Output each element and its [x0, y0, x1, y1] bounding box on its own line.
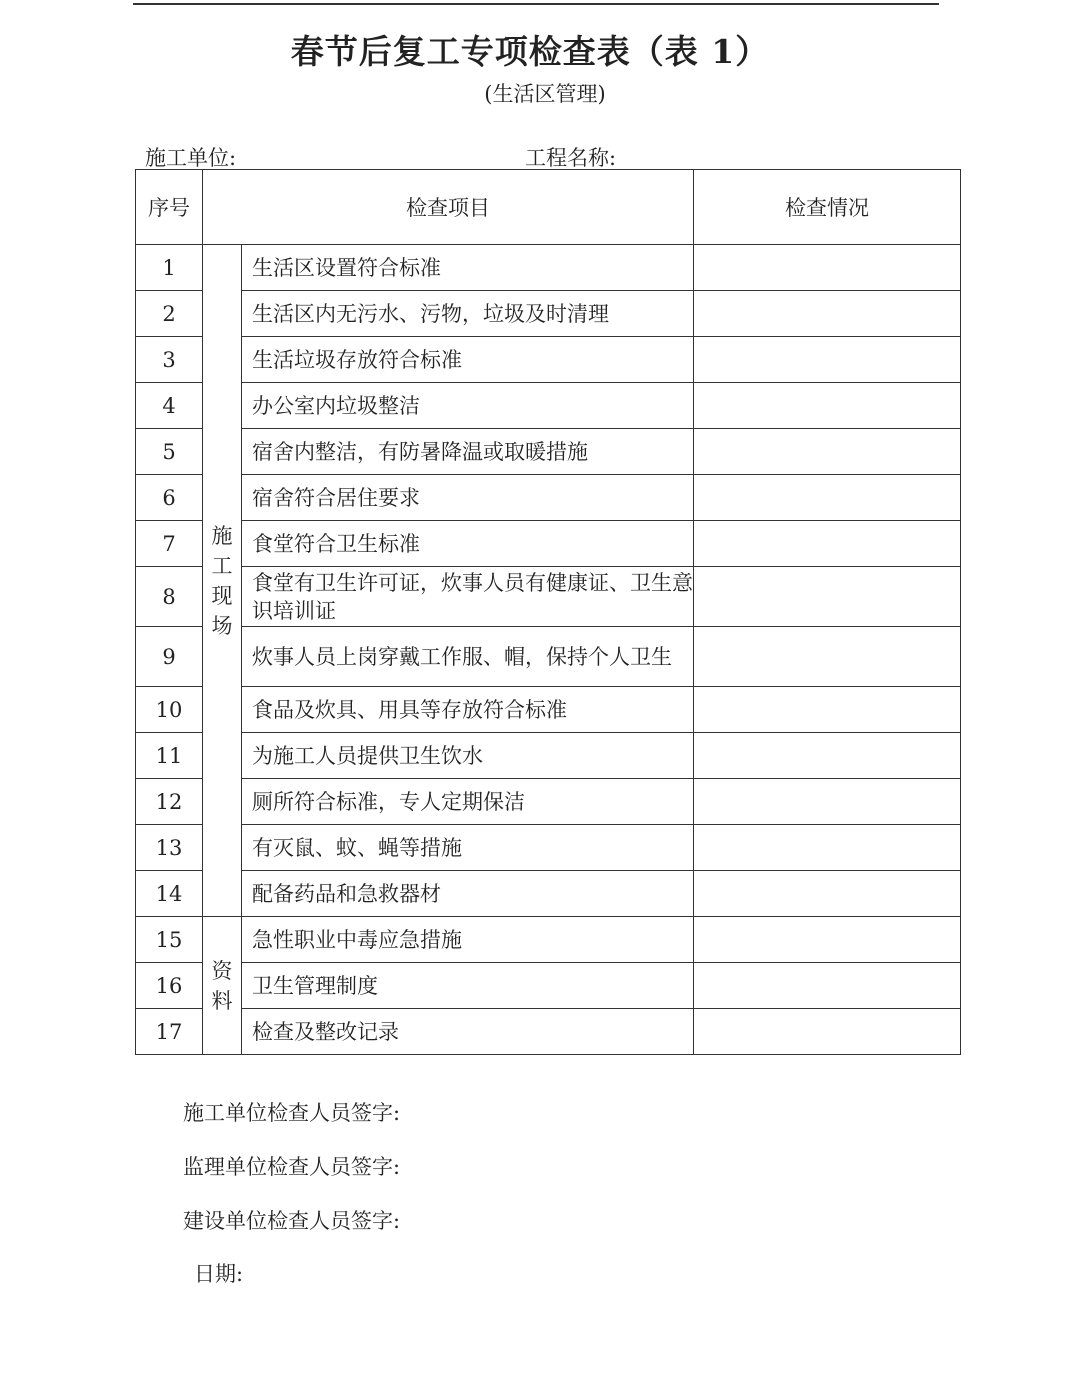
category-label: 施工现场 — [211, 523, 233, 638]
page-title: 春节后复工专项检查表（表 1） — [290, 32, 770, 71]
row-result-cell[interactable] — [694, 429, 961, 475]
row-item: 宿舍符合居住要求 — [242, 475, 694, 521]
row-item: 炊事人员上岗穿戴工作服、帽，保持个人卫生 — [242, 627, 694, 687]
row-result-cell[interactable] — [694, 567, 961, 627]
row-item: 有灭鼠、蚊、蝇等措施 — [242, 825, 694, 871]
row-number: 14 — [136, 871, 203, 917]
row-item: 急性职业中毒应急措施 — [242, 917, 694, 963]
page-subtitle: (生活区管理) — [484, 82, 606, 106]
row-result-cell[interactable] — [694, 245, 961, 291]
row-number: 2 — [136, 291, 203, 337]
table-row — [136, 567, 961, 627]
owner-signature-label: 建设单位检查人员签字: — [183, 1209, 401, 1233]
row-item: 检查及整改记录 — [242, 1009, 694, 1055]
row-result-cell[interactable] — [694, 383, 961, 429]
row-number: 7 — [136, 521, 203, 567]
category-site — [203, 245, 242, 917]
project-name-label: 工程名称: — [525, 146, 617, 170]
row-result-cell[interactable] — [694, 733, 961, 779]
row-result-cell[interactable] — [694, 917, 961, 963]
row-item: 办公室内垃圾整洁 — [242, 383, 694, 429]
row-number: 15 — [136, 917, 203, 963]
table-row — [136, 521, 961, 567]
row-number: 8 — [136, 567, 203, 627]
row-item: 生活区内无污水、污物，垃圾及时清理 — [242, 291, 694, 337]
row-result-cell[interactable] — [694, 825, 961, 871]
row-number: 16 — [136, 963, 203, 1009]
table-row — [136, 337, 961, 383]
header-result: 检查情况 — [694, 170, 961, 245]
row-item: 食品及炊具、用具等存放符合标准 — [242, 687, 694, 733]
row-item: 为施工人员提供卫生饮水 — [242, 733, 694, 779]
row-result-cell[interactable] — [694, 337, 961, 383]
row-item: 卫生管理制度 — [242, 963, 694, 1009]
inspection-table — [135, 169, 961, 1055]
table-row — [136, 245, 961, 291]
category-docs — [203, 917, 242, 1055]
row-number: 9 — [136, 627, 203, 687]
table-row — [136, 429, 961, 475]
supervision-signature-label: 监理单位检查人员签字: — [183, 1155, 401, 1179]
row-number: 5 — [136, 429, 203, 475]
row-result-cell[interactable] — [694, 963, 961, 1009]
row-item: 食堂有卫生许可证，炊事人员有健康证、卫生意识培训证 — [242, 567, 694, 627]
construction-unit-label: 施工单位: — [145, 146, 237, 170]
row-item: 配备药品和急救器材 — [242, 871, 694, 917]
header-no: 序号 — [136, 170, 203, 245]
row-result-cell[interactable] — [694, 521, 961, 567]
row-number: 11 — [136, 733, 203, 779]
table-row — [136, 963, 961, 1009]
row-number: 3 — [136, 337, 203, 383]
table-row — [136, 687, 961, 733]
row-result-cell[interactable] — [694, 779, 961, 825]
table-row — [136, 627, 961, 687]
row-number: 13 — [136, 825, 203, 871]
table-row — [136, 917, 961, 963]
table-header-row — [136, 170, 961, 245]
table-row — [136, 383, 961, 429]
row-result-cell[interactable] — [694, 627, 961, 687]
header-item: 检查项目 — [203, 170, 694, 245]
table-row — [136, 475, 961, 521]
row-item: 宿舍内整洁，有防暑降温或取暖措施 — [242, 429, 694, 475]
row-result-cell[interactable] — [694, 475, 961, 521]
row-result-cell[interactable] — [694, 291, 961, 337]
row-item: 生活垃圾存放符合标准 — [242, 337, 694, 383]
row-item: 生活区设置符合标准 — [242, 245, 694, 291]
row-result-cell[interactable] — [694, 687, 961, 733]
row-number: 4 — [136, 383, 203, 429]
row-number: 10 — [136, 687, 203, 733]
row-result-cell[interactable] — [694, 1009, 961, 1055]
row-number: 12 — [136, 779, 203, 825]
date-label: 日期: — [194, 1262, 244, 1286]
row-number: 1 — [136, 245, 203, 291]
row-result-cell[interactable] — [694, 871, 961, 917]
table-row — [136, 733, 961, 779]
category-label: 资料 — [211, 958, 233, 1013]
table-row — [136, 825, 961, 871]
table-row — [136, 1009, 961, 1055]
row-number: 6 — [136, 475, 203, 521]
table-row — [136, 291, 961, 337]
row-item: 厕所符合标准，专人定期保洁 — [242, 779, 694, 825]
construction-signature-label: 施工单位检查人员签字: — [183, 1101, 401, 1125]
table-row — [136, 871, 961, 917]
row-item: 食堂符合卫生标准 — [242, 521, 694, 567]
row-number: 17 — [136, 1009, 203, 1055]
top-rule — [133, 3, 939, 5]
table-row — [136, 779, 961, 825]
